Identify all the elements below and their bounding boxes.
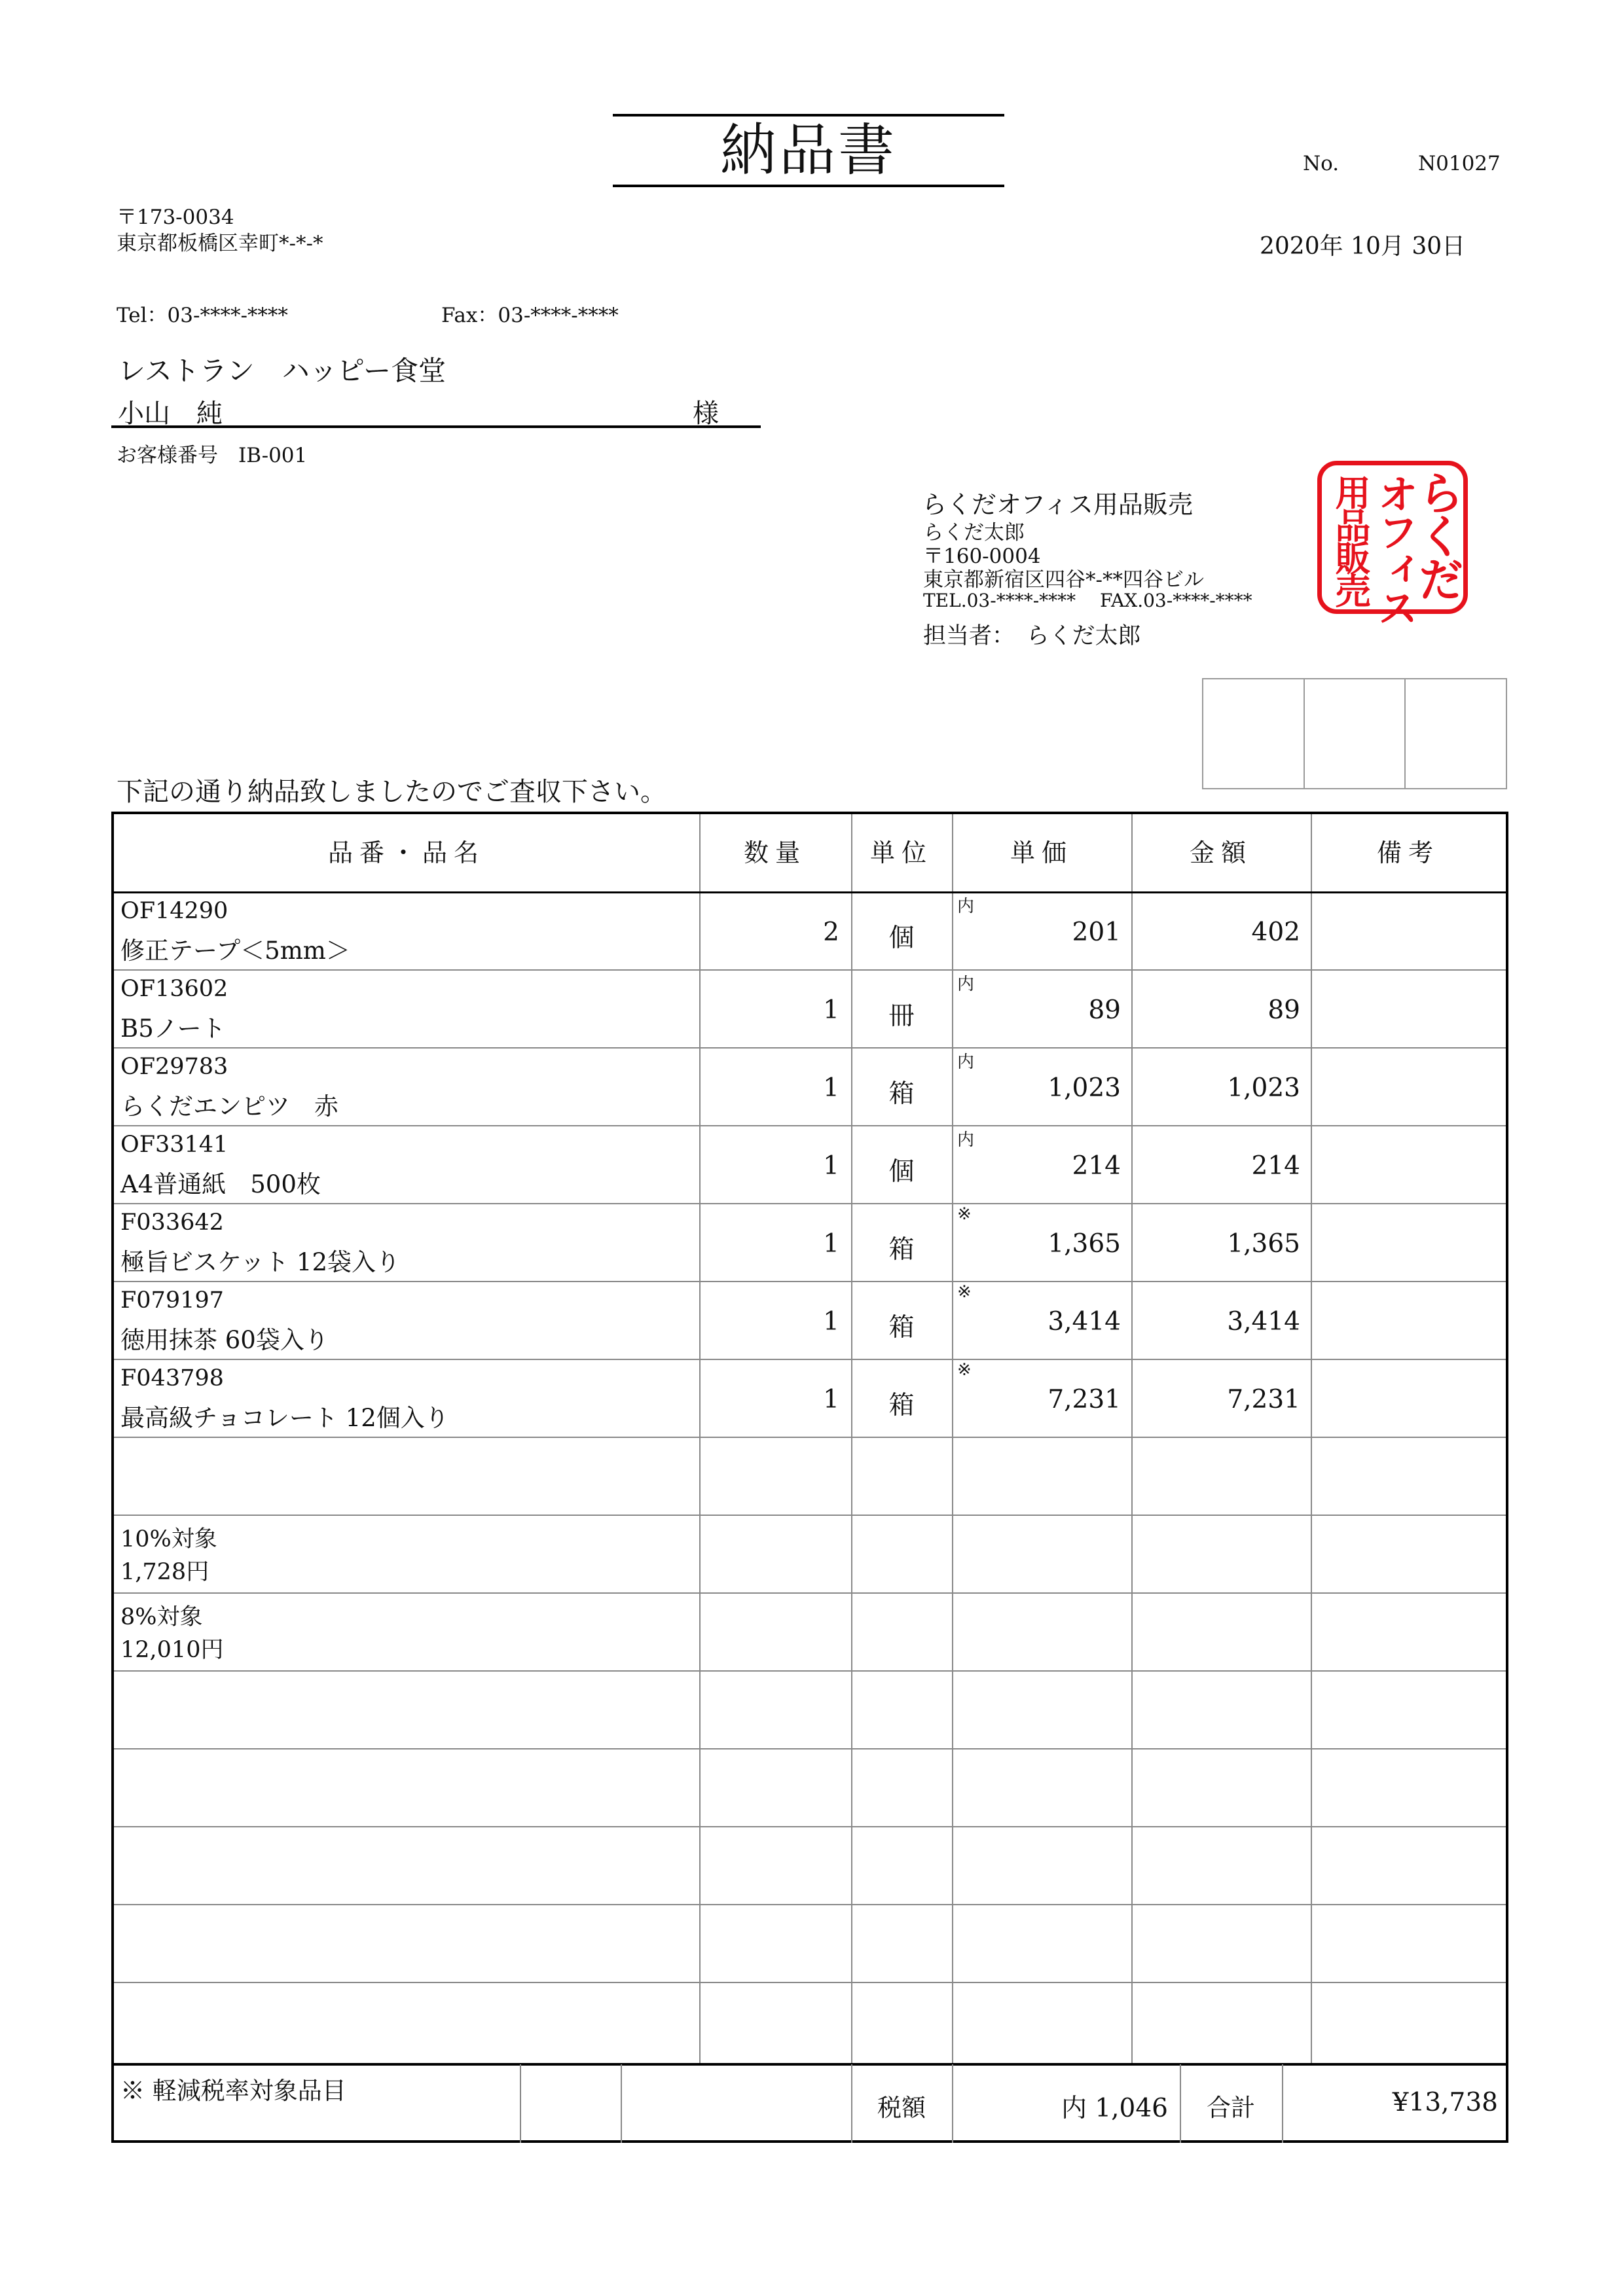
intro-text: 下記の通り納品致しましたのでご査収下さい。 xyxy=(117,777,666,807)
summary-value: 12,010円 xyxy=(120,1637,224,1663)
item-unit: 冊 xyxy=(888,1001,915,1031)
issuer-staff: 担当者： らくだ太郎 xyxy=(923,623,1141,649)
item-code: OF29783 xyxy=(120,1054,228,1080)
customer-number: お客様番号 IB-001 xyxy=(117,444,308,467)
issuer-name: らくだ太郎 xyxy=(923,521,1025,545)
item-qty: 2 xyxy=(823,918,839,947)
item-code: F079197 xyxy=(120,1287,224,1314)
stamp-text-3: 用品販売 xyxy=(1330,475,1371,605)
issue-date: 2020年 10月 30日 xyxy=(1260,233,1466,260)
tax-mark: 内 xyxy=(957,897,975,916)
reduced-tax-note: ※ 軽減税率対象品目 xyxy=(120,2077,346,2105)
item-code: F043798 xyxy=(120,1365,224,1391)
item-amount: 3,414 xyxy=(1227,1307,1300,1336)
item-unit: 箱 xyxy=(888,1391,915,1420)
item-amount: 214 xyxy=(1251,1151,1300,1181)
item-qty: 1 xyxy=(823,1073,839,1103)
item-price: 1,365 xyxy=(1048,1229,1121,1259)
item-code: OF14290 xyxy=(120,898,228,924)
tax-label: 税額 xyxy=(877,2094,926,2122)
tel: Tel：03-****-**** xyxy=(117,304,288,327)
approval-box[interactable] xyxy=(1406,679,1506,788)
doc-number: N01027 xyxy=(1418,152,1501,175)
delivery-table xyxy=(111,812,1508,2143)
total-amount: ¥13,738 xyxy=(1392,2088,1498,2117)
item-name: A4普通紙 500枚 xyxy=(120,1170,321,1198)
recipient-company: レストラン ハッピー食堂 xyxy=(118,355,447,387)
issuer-postal: 〒160-0004 xyxy=(923,545,1041,568)
item-price: 1,023 xyxy=(1048,1073,1121,1103)
summary-label: 8%対象 xyxy=(120,1604,203,1630)
item-qty: 1 xyxy=(823,1151,839,1181)
item-name: B5ノート xyxy=(120,1014,226,1043)
tax-mark: ※ xyxy=(957,1360,972,1380)
fax: Fax：03-****-**** xyxy=(441,304,619,327)
stamp-text-1: らくだ xyxy=(1411,469,1465,599)
tax-mark: 内 xyxy=(957,975,975,994)
item-name: らくだエンピツ 赤 xyxy=(120,1092,338,1121)
page-title: 納品書 xyxy=(720,118,897,183)
item-price: 3,414 xyxy=(1048,1307,1121,1336)
stamp-text-2: オフィス xyxy=(1371,473,1419,625)
header-price: 単価 xyxy=(1010,838,1073,867)
summary-label: 10%対象 xyxy=(120,1526,217,1552)
tax-mark: 内 xyxy=(957,1052,975,1072)
item-amount: 1,365 xyxy=(1227,1229,1300,1259)
company-seal-stamp xyxy=(1317,461,1468,625)
item-unit: 箱 xyxy=(888,1079,915,1109)
item-price: 89 xyxy=(1088,996,1121,1025)
item-amount: 402 xyxy=(1251,918,1300,947)
postal-code: 〒173-0034 xyxy=(117,206,234,229)
header-note: 備考 xyxy=(1376,838,1440,867)
item-qty: 1 xyxy=(823,1307,839,1336)
issuer-tel-fax: TEL.03-****-**** FAX.03-****-**** xyxy=(923,590,1252,611)
item-qty: 1 xyxy=(823,996,839,1025)
summary-value: 1,728円 xyxy=(120,1559,210,1585)
issuer-company: らくだオフィス用品販売 xyxy=(922,490,1193,519)
recipient-underline xyxy=(111,425,761,428)
item-price: 214 xyxy=(1072,1151,1121,1181)
item-price: 201 xyxy=(1072,918,1121,947)
item-qty: 1 xyxy=(823,1385,839,1414)
title-frame xyxy=(613,114,1004,187)
header-item: 品番・品名 xyxy=(327,838,485,867)
item-code: OF13602 xyxy=(120,976,228,1002)
item-code: OF33141 xyxy=(120,1132,228,1158)
tax-mark: ※ xyxy=(957,1204,972,1224)
item-unit: 箱 xyxy=(888,1313,915,1342)
tax-mark: 内 xyxy=(957,1130,975,1150)
honorific: 様 xyxy=(693,399,719,429)
item-amount: 1,023 xyxy=(1227,1073,1300,1103)
tax-mark: ※ xyxy=(957,1282,972,1302)
doc-number-label: No. xyxy=(1303,152,1340,175)
issuer-address: 東京都新宿区四谷*-**四谷ビル xyxy=(923,568,1204,592)
item-amount: 89 xyxy=(1267,996,1300,1025)
item-unit: 箱 xyxy=(888,1235,915,1265)
item-qty: 1 xyxy=(823,1229,839,1259)
item-amount: 7,231 xyxy=(1227,1385,1300,1414)
address: 東京都板橋区幸町*-*-* xyxy=(117,232,323,255)
approval-box[interactable] xyxy=(1305,679,1406,788)
item-name: 最高級チョコレート 12個入り xyxy=(120,1404,449,1432)
item-unit: 個 xyxy=(888,1157,915,1187)
recipient-person: 小山 純 xyxy=(118,399,223,429)
approval-boxes xyxy=(1202,678,1507,789)
approval-box[interactable] xyxy=(1203,679,1305,788)
item-name: 徳用抹茶 60袋入り xyxy=(120,1326,329,1354)
tax-amount: 内 1,046 xyxy=(1061,2094,1168,2123)
item-name: 修正テープ＜5mm＞ xyxy=(120,937,350,965)
header-unit: 単位 xyxy=(869,838,933,867)
header-qty: 数量 xyxy=(743,838,807,867)
item-code: F033642 xyxy=(120,1210,224,1236)
total-label: 合計 xyxy=(1207,2094,1255,2122)
item-name: 極旨ビスケット 12袋入り xyxy=(120,1248,400,1276)
item-price: 7,231 xyxy=(1048,1385,1121,1414)
header-amount: 金額 xyxy=(1189,838,1252,867)
item-unit: 個 xyxy=(888,924,915,953)
